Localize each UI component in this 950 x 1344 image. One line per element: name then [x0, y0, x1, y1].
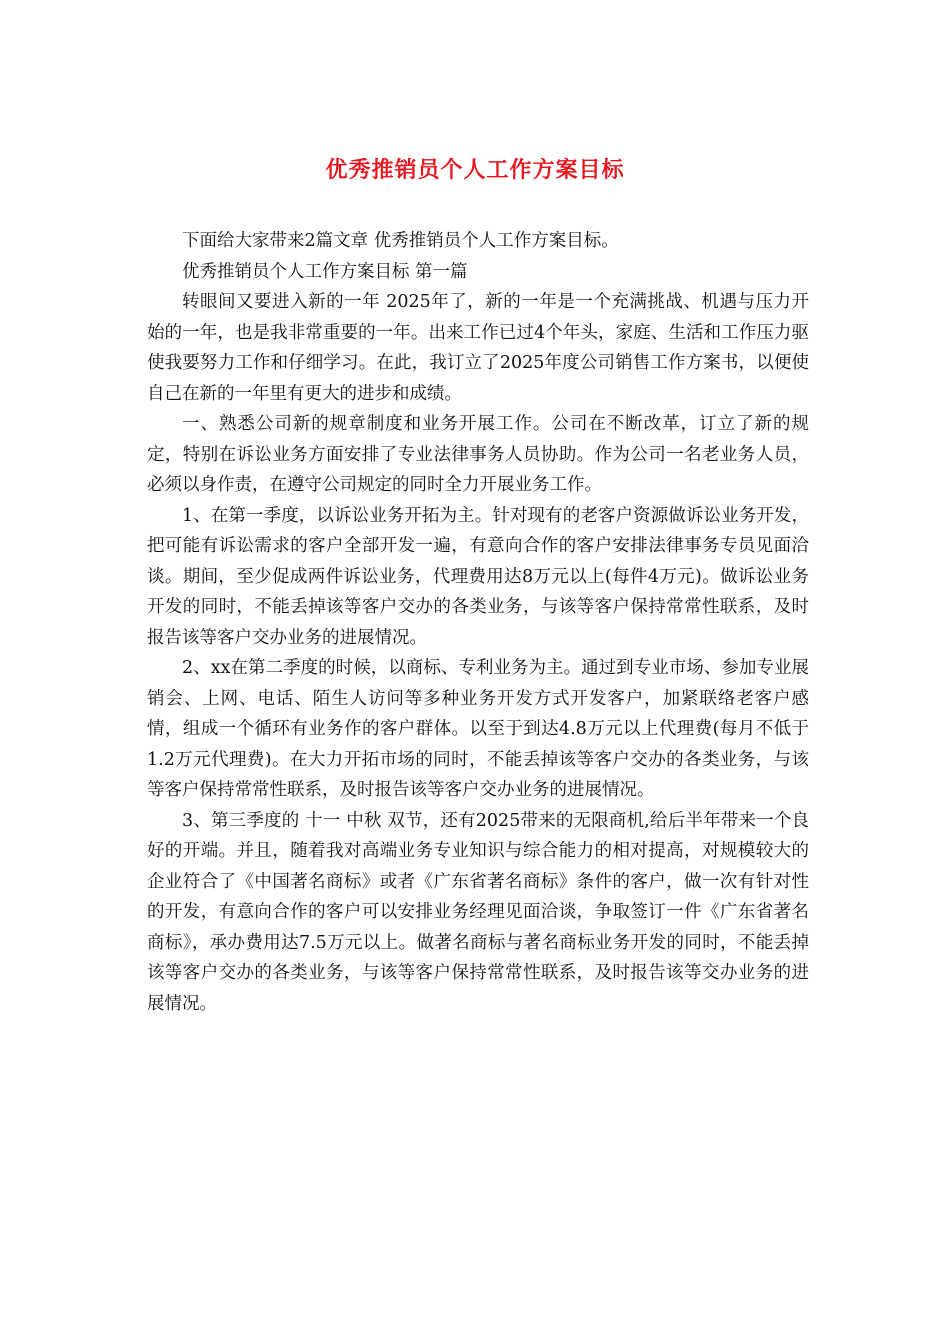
paragraph-q1: 1、在第一季度，以诉讼业务开拓为主。针对现有的老客户资源做诉讼业务开发，把可能有诉讼需求的客户全部开发一遍，有意向合作的客户安排法律事务专员见面洽谈。期间，至少促成两件诉讼业务，代理费用达8万元以上(每件4万元)。做诉讼业务开发的同时，不能丢掉该等客户交办的各类业务，与该等客户保持常常性联系，及时报告该等客户交办业务的进展情况。 [147, 505, 809, 648]
paragraph-section-one: 一、熟悉公司新的规章制度和业务开展工作。公司在不断改革，订立了新的规定，特别在诉讼业务方面安排了专业法律事务人员协助。作为公司一名老业务人员，必须以身作责，在遵守公司规定的同时全力开展业务工作。 [147, 414, 809, 495]
paragraph-subheading: 优秀推销员个人工作方案目标 第一篇 [182, 261, 468, 282]
paragraph-opening: 转眼间又要进入新的一年 2025年了，新的一年是一个充满挑战、机遇与压力开始的一年，也是我非常重要的一年。出来工作已过4个年头，家庭、生活和工作压力驱使我要努力工作和仔细学习。在此，我订立了2025年度公司销售工作方案书，以便使自己在新的一年里有更大的进步和成绩。 [147, 292, 809, 404]
document-title: 优秀推销员个人工作方案目标 [325, 157, 625, 183]
paragraph-q2: 2、xx在第二季度的时候，以商标、专利业务为主。通过到专业市场、参加专业展销会、上网、电话、陌生人访问等多种业务开发方式开发客户，加紧联络老客户感情，组成一个循环有业务作的客户群体。以至于到达4.8万元以上代理费(每月不低于1.2万元代理费)。在大力开拓市场的同时，不能丢掉该等客户交办的各类业务，与该等客户保持常常性联系，及时报告该等客户交办业务的进展情况。 [147, 658, 809, 800]
document-body [147, 226, 809, 1019]
paragraph-q3: 3、第三季度的 十一 中秋 双节，还有2025带来的无限商机,给后半年带来一个良好的开端。并且，随着我对高端业务专业知识与综合能力的相对提高，对规模较大的企业符合了《中国著名商标》或者《广东省著名商标》条件的客户，做一次有针对性的开发，有意向合作的客户可以安排业务经理见面洽谈，争取签订一件《广东省著名商标》，承办费用达7.5万元以上。做著名商标与著名商标业务开发的同时，不能丢掉该等客户交办的各类业务，与该等客户保持常常性联系，及时报告该等交办业务的进展情况。 [147, 810, 809, 1014]
paragraph-intro: 下面给大家带来2篇文章 优秀推销员个人工作方案目标。 [182, 231, 619, 251]
